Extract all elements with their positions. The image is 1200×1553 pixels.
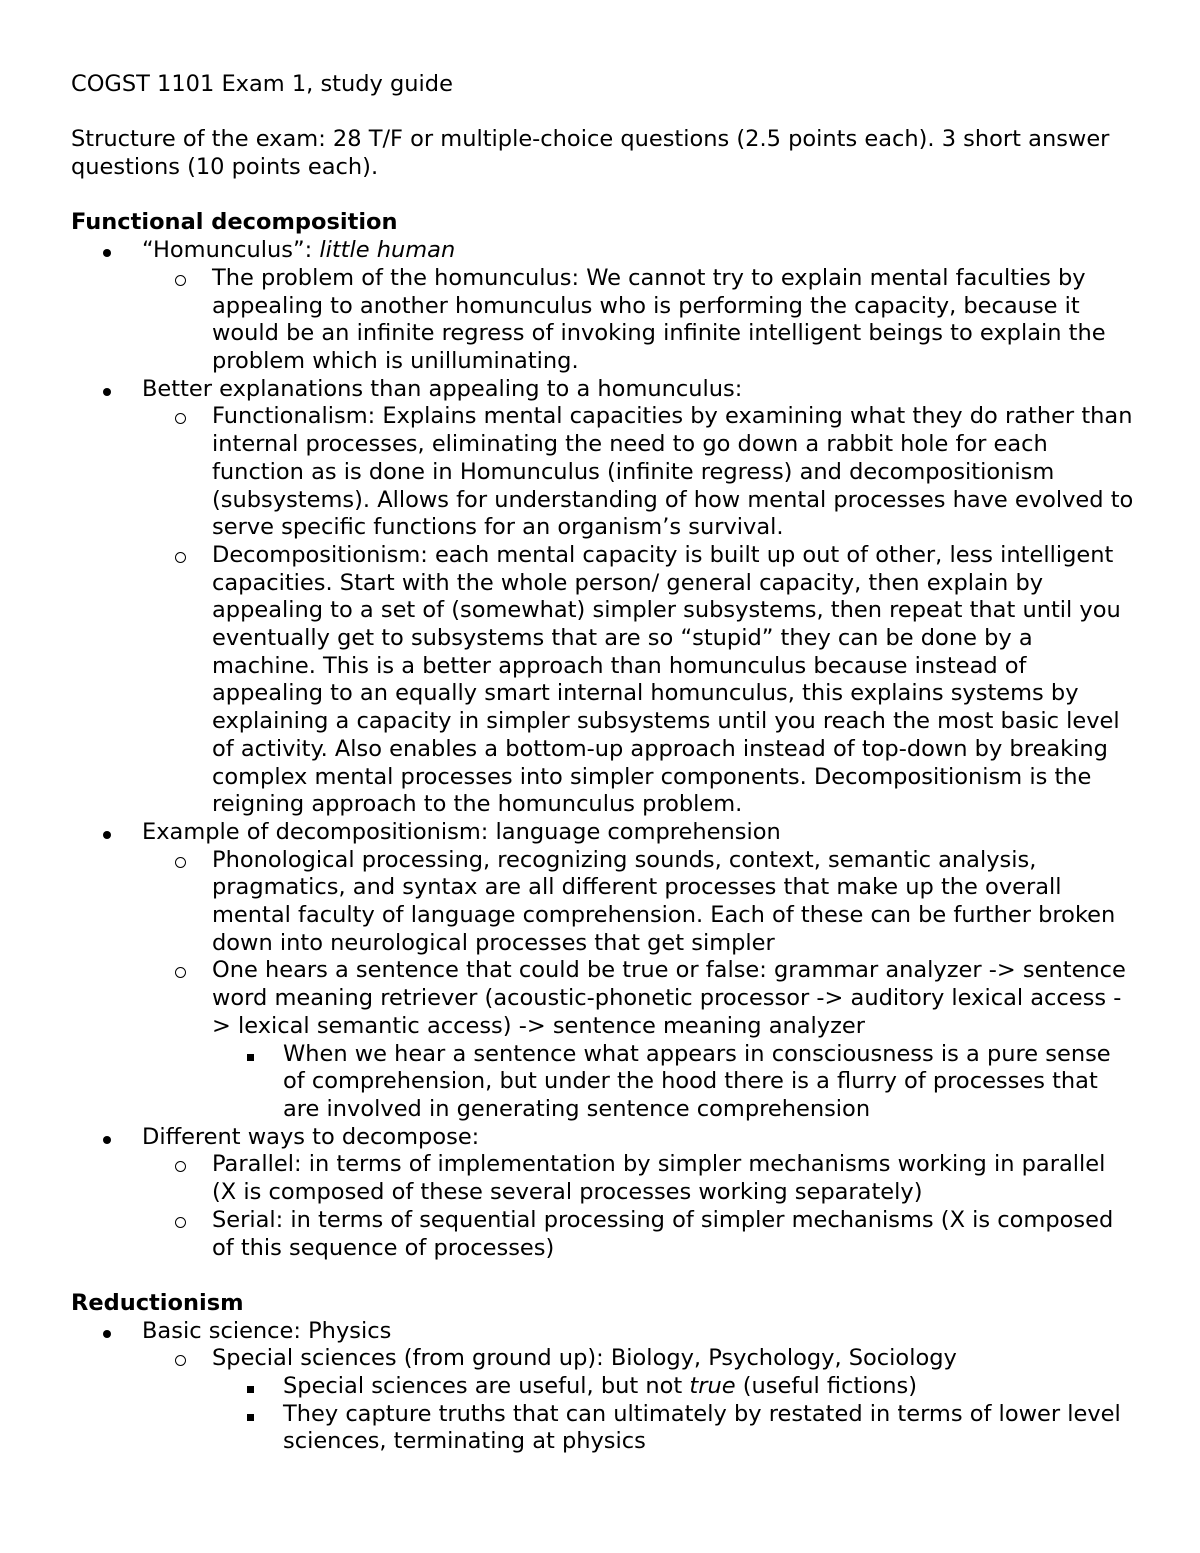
homunculus-problem: The problem of the homunculus: We cannot try to explain mental faculties by appealing to another homunculus who is performing the capacity, because it would be an infinite regress of invoking infinite intelligent beings to explain the problem which is unilluminating. xyxy=(212,264,1106,374)
list-item xyxy=(71,376,1136,404)
circle-bullet-icon xyxy=(175,1345,195,1374)
circle-bullet-icon xyxy=(175,957,195,986)
list-item xyxy=(71,542,1136,819)
list-item xyxy=(71,1401,1136,1456)
heading-reductionism: Reductionism xyxy=(71,1289,244,1316)
circle-bullet-icon xyxy=(175,1151,195,1180)
decompositionism-text: Decompositionism: each mental capacity is built up out of other, less intelligent capacities. Start with the whole person/ general capacity, then explain by appealing to a set of (somewhat) simpler subsystems, then repeat that until you eventually get to subsystems that are so “stupid” they can be done by a machine. This is a better approach than homunculus because instead of appealing to an equally smart internal homunculus, this explains systems by explaining a capacity in simpler subsystems until you reach the most basic level of activity. Also enables a bottom-up approach instead of top-down by breaking complex mental processes into simpler components. Decompositionism is the reigning approach to the homunculus problem. xyxy=(212,541,1121,818)
list-item xyxy=(71,1151,1136,1206)
circle-bullet-icon xyxy=(175,403,195,432)
bullet-icon xyxy=(103,1318,123,1346)
bullet-icon xyxy=(103,819,123,847)
bullet-icon xyxy=(103,376,123,404)
functional-decomposition-list xyxy=(71,237,1136,1262)
square-bullet-icon xyxy=(247,1401,267,1429)
circle-bullet-icon xyxy=(175,542,195,571)
basic-science-text: Basic science: Physics xyxy=(142,1317,392,1344)
list-item xyxy=(71,1373,1136,1401)
circle-bullet-icon xyxy=(175,265,195,294)
functionalism-text: Functionalism: Explains mental capacities by examining what they do rather than internal processes, eliminating the need to go down a rabbit hole for each function as is done in Homunculus (infinite regress) and decompositionism (subsystems). Allows for understanding of how mental processes have evolved to serve specific functions for an organism’s survival. xyxy=(212,403,1134,541)
bullet-icon xyxy=(103,1124,123,1152)
homunculus-label: “Homunculus”: xyxy=(142,237,320,264)
list-item xyxy=(71,1207,1136,1262)
list-item xyxy=(71,1345,1136,1373)
square-bullet-icon xyxy=(247,1373,267,1401)
list-item xyxy=(71,819,1136,847)
list-item xyxy=(71,1318,1136,1346)
list-item xyxy=(71,957,1136,1040)
bullet-icon xyxy=(103,237,123,265)
document-page xyxy=(71,71,1136,1456)
example-label: Example of decompositionism: language comprehension xyxy=(142,818,781,845)
special-sciences-text: Special sciences (from ground up): Biology, Psychology, Sociology xyxy=(212,1345,957,1372)
better-explanations-label: Better explanations than appealing to a homunculus: xyxy=(142,375,743,402)
list-item xyxy=(71,1041,1136,1124)
spacer xyxy=(71,99,1136,127)
phonological-text: Phonological processing, recognizing sounds, context, semantic analysis, pragmatics, and syntax are all different processes that make up the overall mental faculty of language comprehension. Each of these can be further broken down into neurological processes that get simpler xyxy=(212,846,1116,956)
homunculus-definition: little human xyxy=(319,237,456,264)
exam-structure: Structure of the exam: 28 T/F or multiple-choice questions (2.5 points each). 3 short answer questions (10 points each). xyxy=(71,126,1110,181)
spacer xyxy=(71,1262,1136,1290)
ways-label: Different ways to decompose: xyxy=(142,1123,480,1150)
useful-prefix: Special sciences are useful, but not xyxy=(283,1373,690,1399)
parallel-text: Parallel: in terms of implementation by simpler mechanisms working in parallel (X is composed of these several processes working separately) xyxy=(212,1151,1106,1206)
spacer xyxy=(71,182,1136,210)
useful-suffix: (useful fictions) xyxy=(735,1373,918,1399)
useful-italic: true xyxy=(689,1373,736,1399)
circle-bullet-icon xyxy=(175,1207,195,1236)
list-item xyxy=(71,265,1136,376)
reductionism-list xyxy=(71,1318,1136,1457)
heading-functional-decomposition: Functional decomposition xyxy=(71,209,398,236)
list-item xyxy=(71,403,1136,542)
circle-bullet-icon xyxy=(175,847,195,876)
sentence-pipeline-text: One hears a sentence that could be true or false: grammar analyzer -> sentence word meaning retriever (acoustic-phonetic processor -> auditory lexical access -> lexical semantic access) -> sentence meaning analyzer xyxy=(212,957,1126,1039)
square-bullet-icon xyxy=(247,1041,267,1069)
serial-text: Serial: in terms of sequential processing of simpler mechanisms (X is composed of this sequence of processes) xyxy=(212,1206,1114,1261)
list-item xyxy=(71,847,1136,958)
consciousness-text: When we hear a sentence what appears in consciousness is a pure sense of comprehension, but under the hood there is a flurry of processes that are involved in generating sentence comprehension xyxy=(283,1040,1111,1122)
list-item xyxy=(71,1124,1136,1152)
list-item xyxy=(71,237,1136,265)
truths-text: They capture truths that can ultimately by restated in terms of lower level sciences, terminating at physics xyxy=(283,1400,1121,1455)
document-title: COGST 1101 Exam 1, study guide xyxy=(71,71,453,97)
